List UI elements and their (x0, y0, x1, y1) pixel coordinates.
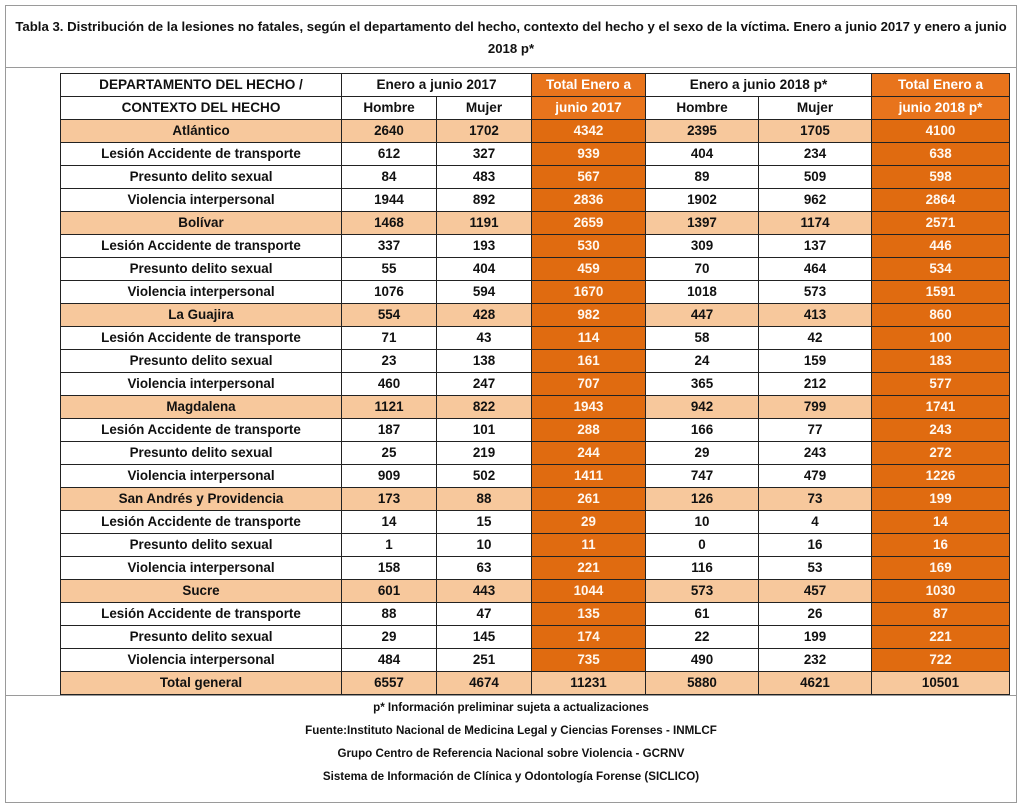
cell-h17: 173 (342, 488, 437, 511)
cell-t18: 598 (872, 166, 1010, 189)
cell-label: Presunto delito sexual (61, 166, 342, 189)
cell-label: Violencia interpersonal (61, 557, 342, 580)
table-row (61, 166, 1010, 189)
cell-t18: 169 (872, 557, 1010, 580)
cell-t17: 2659 (532, 212, 646, 235)
cell-m17: 10 (437, 534, 532, 557)
cell-m18: 962 (759, 189, 872, 212)
cell-h17: 6557 (342, 672, 437, 695)
cell-h17: 337 (342, 235, 437, 258)
cell-t17: 530 (532, 235, 646, 258)
cell-t18: 722 (872, 649, 1010, 672)
cell-m17: 138 (437, 350, 532, 373)
cell-h17: 1 (342, 534, 437, 557)
department-row (61, 488, 1010, 511)
cell-h18: 58 (646, 327, 759, 350)
cell-t17: 288 (532, 419, 646, 442)
department-row (61, 212, 1010, 235)
cell-t17: 1044 (532, 580, 646, 603)
cell-m17: 43 (437, 327, 532, 350)
cell-label: Violencia interpersonal (61, 465, 342, 488)
cell-h17: 460 (342, 373, 437, 396)
cell-t18: 1591 (872, 281, 1010, 304)
cell-m17: 251 (437, 649, 532, 672)
cell-m18: 42 (759, 327, 872, 350)
cell-label: San Andrés y Providencia (61, 488, 342, 511)
table-row (61, 258, 1010, 281)
header-row-2 (61, 97, 1010, 120)
cell-h18: 116 (646, 557, 759, 580)
cell-m17: 822 (437, 396, 532, 419)
cell-m18: 464 (759, 258, 872, 281)
cell-m18: 232 (759, 649, 872, 672)
cell-m18: 799 (759, 396, 872, 419)
cell-h18: 126 (646, 488, 759, 511)
cell-t17: 244 (532, 442, 646, 465)
cell-t17: 114 (532, 327, 646, 350)
cell-h18: 447 (646, 304, 759, 327)
cell-h17: 71 (342, 327, 437, 350)
cell-t18: 4100 (872, 120, 1010, 143)
table-row (61, 373, 1010, 396)
cell-label: Presunto delito sexual (61, 442, 342, 465)
cell-label: Violencia interpersonal (61, 649, 342, 672)
cell-label: Violencia interpersonal (61, 373, 342, 396)
cell-t18: 1226 (872, 465, 1010, 488)
cell-h17: 158 (342, 557, 437, 580)
cell-t17: 2836 (532, 189, 646, 212)
table-row (61, 419, 1010, 442)
cell-h17: 29 (342, 626, 437, 649)
cell-t18: 272 (872, 442, 1010, 465)
cell-t18: 87 (872, 603, 1010, 626)
cell-m17: 1191 (437, 212, 532, 235)
cell-m17: 47 (437, 603, 532, 626)
cell-t17: 29 (532, 511, 646, 534)
cell-h18: 0 (646, 534, 759, 557)
cell-t17: 174 (532, 626, 646, 649)
cell-label: Atlántico (61, 120, 342, 143)
cell-label: Sucre (61, 580, 342, 603)
cell-label: La Guajira (61, 304, 342, 327)
cell-h18: 573 (646, 580, 759, 603)
cell-h17: 909 (342, 465, 437, 488)
cell-m17: 88 (437, 488, 532, 511)
cell-h17: 88 (342, 603, 437, 626)
cell-m18: 479 (759, 465, 872, 488)
cell-t17: 567 (532, 166, 646, 189)
cell-t18: 638 (872, 143, 1010, 166)
cell-t17: 261 (532, 488, 646, 511)
table-row (61, 327, 1010, 350)
cell-h18: 490 (646, 649, 759, 672)
cell-m17: 428 (437, 304, 532, 327)
cell-m18: 1174 (759, 212, 872, 235)
header-hombre-2017: Hombre (342, 97, 437, 120)
cell-h18: 1018 (646, 281, 759, 304)
header-row-1 (61, 74, 1010, 97)
cell-h17: 1468 (342, 212, 437, 235)
table-row (61, 442, 1010, 465)
cell-m17: 4674 (437, 672, 532, 695)
header-mujer-2017: Mujer (437, 97, 532, 120)
cell-h18: 22 (646, 626, 759, 649)
table-row (61, 350, 1010, 373)
cell-t17: 4342 (532, 120, 646, 143)
table-row (61, 465, 1010, 488)
header-period-2017: Enero a junio 2017 (342, 74, 532, 97)
header-total-2018-line2: junio 2018 p* (872, 97, 1010, 120)
cell-m18: 137 (759, 235, 872, 258)
cell-h17: 1076 (342, 281, 437, 304)
cell-t18: 100 (872, 327, 1010, 350)
cell-m18: 199 (759, 626, 872, 649)
cell-m18: 573 (759, 281, 872, 304)
table-body (61, 120, 1010, 695)
cell-t18: 243 (872, 419, 1010, 442)
header-total-2017-line2: junio 2017 (532, 97, 646, 120)
table-row (61, 511, 1010, 534)
cell-label: Presunto delito sexual (61, 534, 342, 557)
cell-t17: 1670 (532, 281, 646, 304)
cell-h18: 61 (646, 603, 759, 626)
cell-h18: 29 (646, 442, 759, 465)
cell-t18: 860 (872, 304, 1010, 327)
cell-t18: 14 (872, 511, 1010, 534)
cell-t17: 11 (532, 534, 646, 557)
cell-h17: 25 (342, 442, 437, 465)
cell-m17: 219 (437, 442, 532, 465)
cell-m18: 4621 (759, 672, 872, 695)
cell-t17: 707 (532, 373, 646, 396)
cell-t18: 10501 (872, 672, 1010, 695)
cell-h18: 1397 (646, 212, 759, 235)
cell-h18: 166 (646, 419, 759, 442)
cell-t17: 1411 (532, 465, 646, 488)
department-row (61, 580, 1010, 603)
cell-t18: 199 (872, 488, 1010, 511)
cell-m17: 483 (437, 166, 532, 189)
cell-h17: 1121 (342, 396, 437, 419)
cell-label: Lesión Accidente de transporte (61, 603, 342, 626)
cell-label: Lesión Accidente de transporte (61, 419, 342, 442)
header-dept-line1: DEPARTAMENTO DEL HECHO / (61, 74, 342, 97)
cell-label: Violencia interpersonal (61, 189, 342, 212)
cell-h17: 187 (342, 419, 437, 442)
cell-t18: 183 (872, 350, 1010, 373)
header-total-2018-line1: Total Enero a (872, 74, 1010, 97)
cell-label: Violencia interpersonal (61, 281, 342, 304)
cell-h17: 84 (342, 166, 437, 189)
table-row (61, 626, 1010, 649)
cell-label: Magdalena (61, 396, 342, 419)
total-row (61, 672, 1010, 695)
cell-m17: 892 (437, 189, 532, 212)
cell-h18: 404 (646, 143, 759, 166)
cell-label: Lesión Accidente de transporte (61, 511, 342, 534)
cell-t18: 1741 (872, 396, 1010, 419)
cell-t17: 11231 (532, 672, 646, 695)
cell-m18: 53 (759, 557, 872, 580)
cell-t18: 2864 (872, 189, 1010, 212)
department-row (61, 396, 1010, 419)
cell-t18: 446 (872, 235, 1010, 258)
cell-h17: 2640 (342, 120, 437, 143)
header-dept-line2: CONTEXTO DEL HECHO (61, 97, 342, 120)
table-row (61, 649, 1010, 672)
cell-m18: 77 (759, 419, 872, 442)
table-row (61, 603, 1010, 626)
cell-m18: 234 (759, 143, 872, 166)
cell-label: Lesión Accidente de transporte (61, 143, 342, 166)
cell-t17: 459 (532, 258, 646, 281)
data-table (60, 73, 1010, 695)
cell-t17: 939 (532, 143, 646, 166)
cell-h18: 70 (646, 258, 759, 281)
note-preliminary: p* Información preliminar sujeta a actualizaciones (373, 701, 649, 714)
cell-t17: 735 (532, 649, 646, 672)
cell-m17: 247 (437, 373, 532, 396)
cell-h17: 554 (342, 304, 437, 327)
cell-m18: 509 (759, 166, 872, 189)
cell-h18: 309 (646, 235, 759, 258)
cell-m17: 327 (437, 143, 532, 166)
cell-h18: 942 (646, 396, 759, 419)
cell-h17: 55 (342, 258, 437, 281)
cell-m18: 26 (759, 603, 872, 626)
cell-t18: 221 (872, 626, 1010, 649)
cell-m17: 145 (437, 626, 532, 649)
department-row (61, 304, 1010, 327)
cell-m18: 212 (759, 373, 872, 396)
cell-t17: 135 (532, 603, 646, 626)
header-hombre-2018: Hombre (646, 97, 759, 120)
note-source: Fuente:Instituto Nacional de Medicina Legal y Ciencias Forenses - INMLCF (305, 724, 717, 737)
cell-h18: 747 (646, 465, 759, 488)
cell-t18: 577 (872, 373, 1010, 396)
cell-label: Presunto delito sexual (61, 626, 342, 649)
table-row (61, 189, 1010, 212)
cell-m18: 73 (759, 488, 872, 511)
cell-h18: 10 (646, 511, 759, 534)
table-row (61, 143, 1010, 166)
note-group: Grupo Centro de Referencia Nacional sobre Violencia - GCRNV (337, 747, 685, 760)
table-frame (5, 5, 1017, 803)
cell-m18: 16 (759, 534, 872, 557)
table-row (61, 235, 1010, 258)
cell-h18: 2395 (646, 120, 759, 143)
cell-h17: 612 (342, 143, 437, 166)
cell-m17: 1702 (437, 120, 532, 143)
table-row (61, 281, 1010, 304)
cell-m18: 4 (759, 511, 872, 534)
cell-label: Presunto delito sexual (61, 258, 342, 281)
cell-t18: 534 (872, 258, 1010, 281)
cell-m18: 457 (759, 580, 872, 603)
cell-h18: 89 (646, 166, 759, 189)
cell-label: Lesión Accidente de transporte (61, 235, 342, 258)
table-row (61, 557, 1010, 580)
cell-m17: 404 (437, 258, 532, 281)
table-notes (6, 695, 1016, 788)
cell-label: Total general (61, 672, 342, 695)
cell-m18: 1705 (759, 120, 872, 143)
note-system: Sistema de Información de Clínica y Odontología Forense (SICLICO) (322, 770, 700, 783)
cell-h18: 1902 (646, 189, 759, 212)
cell-t18: 1030 (872, 580, 1010, 603)
cell-m18: 243 (759, 442, 872, 465)
header-mujer-2018: Mujer (759, 97, 872, 120)
cell-h17: 601 (342, 580, 437, 603)
cell-m17: 594 (437, 281, 532, 304)
cell-label: Bolívar (61, 212, 342, 235)
cell-t17: 221 (532, 557, 646, 580)
cell-h18: 365 (646, 373, 759, 396)
cell-label: Lesión Accidente de transporte (61, 327, 342, 350)
cell-m17: 443 (437, 580, 532, 603)
table-title: Tabla 3. Distribución de la lesiones no fatales, según el departamento del hecho, contexto del hecho y el sexo de la víctima. Enero a junio 2017 y enero a junio 2018 p* (6, 6, 1016, 68)
cell-m17: 63 (437, 557, 532, 580)
cell-m18: 413 (759, 304, 872, 327)
cell-t18: 16 (872, 534, 1010, 557)
cell-m17: 101 (437, 419, 532, 442)
cell-h17: 1944 (342, 189, 437, 212)
cell-t18: 2571 (872, 212, 1010, 235)
cell-t17: 982 (532, 304, 646, 327)
cell-m18: 159 (759, 350, 872, 373)
cell-t17: 161 (532, 350, 646, 373)
cell-m17: 15 (437, 511, 532, 534)
cell-h18: 24 (646, 350, 759, 373)
table-row (61, 534, 1010, 557)
cell-m17: 193 (437, 235, 532, 258)
cell-h17: 484 (342, 649, 437, 672)
cell-m17: 502 (437, 465, 532, 488)
cell-t17: 1943 (532, 396, 646, 419)
header-period-2018: Enero a junio 2018 p* (646, 74, 872, 97)
header-total-2017-line1: Total Enero a (532, 74, 646, 97)
department-row (61, 120, 1010, 143)
cell-label: Presunto delito sexual (61, 350, 342, 373)
cell-h17: 23 (342, 350, 437, 373)
cell-h17: 14 (342, 511, 437, 534)
cell-h18: 5880 (646, 672, 759, 695)
